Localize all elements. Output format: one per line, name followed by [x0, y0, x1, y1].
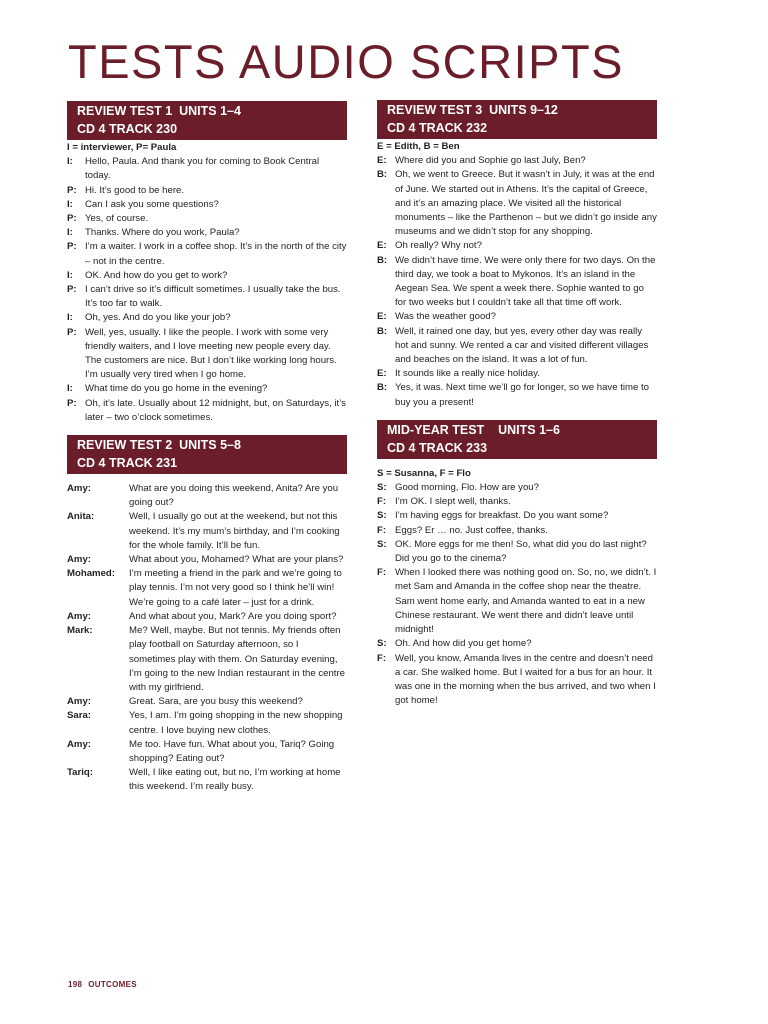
- dialogue-line: [67, 738, 347, 766]
- review-test-1-track: CD 4 TRACK 230: [77, 122, 178, 136]
- dialogue-line: [67, 283, 347, 311]
- dialogue-text: Hello, Paula. And thank you for coming to Book Central today.: [85, 156, 320, 182]
- speaker-label: P:: [67, 284, 77, 296]
- dialogue-text: What time do you go home in the evening?: [85, 383, 268, 395]
- dialogue-text: Well, it rained one day, but yes, every other day was really hot and sunny. We rented a car and visited different villages and beaches on the island. It was a lot of fun.: [395, 325, 649, 366]
- speaker-label: E:: [377, 368, 387, 380]
- speaker-label: I:: [67, 383, 73, 395]
- dialogue-text: Well, yes, usually. I like the people. I work with some very friendly waiters, and I love meeting new people every day. The customers are nice. But I don’t like working long hours. I’m usually very tired when I go home.: [85, 326, 337, 381]
- mid-year-test-lines: [377, 481, 657, 708]
- dialogue-line: [67, 240, 347, 268]
- speaker-label: Anita:: [67, 511, 95, 523]
- review-test-3-title: REVIEW TEST 3 UNITS 9–12: [387, 103, 558, 117]
- dialogue-text: I’m having eggs for breakfast. Do you want some?: [395, 510, 609, 522]
- speaker-label: Amy:: [67, 483, 91, 495]
- review-test-1-lines: [67, 155, 347, 425]
- dialogue-text: Oh, it’s late. Usually about 12 midnight, but, on Saturdays, it’s later – two o’clock sometimes.: [85, 397, 346, 423]
- dialogue-line: [67, 382, 347, 396]
- dialogue-line: [67, 510, 347, 553]
- dialogue-line: [377, 481, 657, 495]
- review-test-2-lines: [67, 482, 347, 794]
- dialogue-text: Was the weather good?: [395, 311, 496, 323]
- dialogue-text: Hi. It’s good to be here.: [85, 184, 185, 196]
- dialogue-text: Eggs? Er … no. Just coffee, thanks.: [395, 524, 548, 536]
- review-test-1-title: REVIEW TEST 1 UNITS 1–4: [77, 104, 241, 118]
- dialogue-text: Can I ask you some questions?: [85, 198, 219, 210]
- dialogue-text: What are you doing this weekend, Anita? Are you going out?: [129, 483, 339, 509]
- dialogue-line: [67, 269, 347, 283]
- page-footer: [68, 980, 137, 989]
- dialogue-text: Yes, of course.: [85, 213, 149, 225]
- dialogue-text: Me too. Have fun. What about you, Tariq? Going shopping? Eating out?: [129, 738, 335, 764]
- dialogue-text: Thanks. Where do you work, Paula?: [85, 227, 240, 239]
- speaker-label: S:: [377, 538, 387, 550]
- dialogue-text: When I looked there was nothing good on. So, no, we didn’t. I met Sam and Amanda in the coffee shop near the theatre. Sam went home early, and Amanda wanted to eat in a new Chinese restaurant. We went there and didn’t leave until midnight!: [395, 567, 657, 636]
- dialogue-text: Well, you know, Amanda lives in the centre and doesn’t need a car. She walked home. But I waited for a bus for an hour. It was one in the morning when the bus arrived, and two when I got home!: [395, 652, 656, 707]
- mid-year-test: [377, 420, 657, 708]
- speaker-label: F:: [377, 496, 387, 508]
- speaker-label: I:: [67, 312, 73, 324]
- dialogue-line: [377, 381, 657, 409]
- dialogue-line: [377, 524, 657, 538]
- review-test-3-track: CD 4 TRACK 232: [387, 121, 488, 135]
- dialogue-line: [67, 610, 347, 624]
- speaker-label: B:: [377, 382, 388, 394]
- speaker-label: P:: [67, 397, 77, 409]
- speaker-label: Amy:: [67, 738, 91, 750]
- speaker-label: Mohamed:: [67, 568, 115, 580]
- dialogue-line: [67, 482, 347, 510]
- speaker-label: P:: [67, 184, 77, 196]
- dialogue-text: What about you, Mohamed? What are your plans?: [129, 554, 344, 566]
- speaker-label: S:: [377, 510, 387, 522]
- dialogue-text: Great. Sara, are you busy this weekend?: [129, 696, 303, 708]
- dialogue-text: Well, I like eating out, but no, I’m working at home this weekend. I’m really busy.: [129, 767, 341, 793]
- dialogue-text: Yes, it was. Next time we’ll go for longer, so we have time to buy you a present!: [395, 382, 649, 408]
- page-number: 198: [68, 980, 83, 989]
- dialogue-line: [377, 254, 657, 311]
- review-test-1-key: I = interviewer, P= Paula: [67, 142, 177, 153]
- dialogue-line: [67, 311, 347, 325]
- speaker-label: E:: [377, 155, 387, 167]
- review-test-1: [67, 101, 347, 425]
- dialogue-line: [377, 239, 657, 253]
- dialogue-line: [67, 766, 347, 794]
- speaker-label: S:: [377, 638, 387, 650]
- dialogue-text: And what about you, Mark? Are you doing sport?: [129, 610, 337, 622]
- review-test-3-header: [377, 100, 657, 139]
- dialogue-text: Oh, we went to Greece. But it wasn’t in July, it was at the end of June. We started out in Athens. It’s the capital of Greece, and it’s an amazing place. We visited all the historical monuments – like the Parthenon – but we didn’t go inside any museums and we didn’t stop for any shopping.: [395, 169, 657, 238]
- dialogue-line: [377, 637, 657, 651]
- speaker-label: Mark:: [67, 625, 93, 637]
- dialogue-text: Oh, yes. And do you like your job?: [85, 312, 231, 324]
- dialogue-text: I can’t drive so it’s difficult sometimes. I usually take the bus. It’s too far to walk.: [85, 284, 341, 310]
- dialogue-line: [377, 509, 657, 523]
- review-test-2: [67, 435, 347, 794]
- page-title: TESTS AUDIO SCRIPTS: [68, 35, 625, 88]
- speaker-label: F:: [377, 567, 387, 579]
- dialogue-text: It sounds like a really nice holiday.: [395, 368, 540, 380]
- left-column: [67, 101, 347, 795]
- dialogue-line: [67, 326, 347, 383]
- dialogue-text: Good morning, Flo. How are you?: [395, 482, 539, 494]
- speaker-label: P:: [67, 326, 77, 338]
- speaker-label: I:: [67, 156, 73, 168]
- dialogue-line: [67, 397, 347, 425]
- speaker-label: B:: [377, 325, 388, 337]
- dialogue-line: [377, 168, 657, 239]
- dialogue-line: [377, 154, 657, 168]
- dialogue-line: [377, 325, 657, 368]
- speaker-label: P:: [67, 213, 77, 225]
- speaker-label: F:: [377, 652, 387, 664]
- mid-year-test-key: S = Susanna, F = Flo: [377, 467, 471, 479]
- speaker-label: Tariq:: [67, 767, 93, 779]
- dialogue-text: Oh. And how did you get home?: [395, 638, 532, 650]
- mid-year-test-track: CD 4 TRACK 233: [387, 440, 488, 455]
- dialogue-text: Oh really? Why not?: [395, 240, 482, 252]
- dialogue-line: [67, 624, 347, 695]
- dialogue-line: [67, 184, 347, 198]
- review-test-2-header: [67, 435, 347, 474]
- dialogue-line: [67, 155, 347, 183]
- dialogue-line: [67, 226, 347, 240]
- dialogue-line: [67, 212, 347, 226]
- dialogue-line: [377, 367, 657, 381]
- dialogue-text: Where did you and Sophie go last July, Ben?: [395, 155, 586, 167]
- dialogue-text: Yes, I am. I’m going shopping in the new shopping centre. I love buying new clothes.: [129, 710, 343, 736]
- dialogue-line: [377, 652, 657, 709]
- review-test-3-lines: [377, 154, 657, 410]
- speaker-label: Amy:: [67, 610, 91, 622]
- dialogue-line: [377, 310, 657, 324]
- review-test-2-track: CD 4 TRACK 231: [77, 456, 178, 471]
- right-column: [377, 100, 657, 708]
- speaker-label: F:: [377, 524, 387, 536]
- dialogue-text: Me? Well, maybe. But not tennis. My friends often play football on Saturday afternoon, so I sometimes play with them. On Saturday evening, I’m going to the new Indian restaurant in the centre with my girlfriend.: [129, 625, 345, 693]
- speaker-label: E:: [377, 240, 387, 252]
- speaker-label: P:: [67, 241, 77, 253]
- review-test-1-header: [67, 101, 347, 140]
- speaker-label: Sara:: [67, 710, 91, 722]
- dialogue-line: [67, 198, 347, 212]
- speaker-label: Amy:: [67, 696, 91, 708]
- dialogue-line: [67, 553, 347, 567]
- dialogue-line: [67, 695, 347, 709]
- speaker-label: Amy:: [67, 554, 91, 566]
- footer-brand: OUTCOMES: [88, 980, 137, 989]
- dialogue-text: We didn’t have time. We were only there for two days. On the third day, we took a boat to Mykonos. It’s an island in the Aegean Sea. We spent a week there. Sophie wanted to go for two weeks but I couldn’t take all that time off work.: [395, 254, 656, 309]
- speaker-label: B:: [377, 254, 388, 266]
- dialogue-text: I’m meeting a friend in the park and we’re going to play tennis. I’m not very good so I think he’ll win! We’re going to a café later – just for a drink.: [129, 568, 342, 608]
- dialogue-line: [377, 566, 657, 637]
- dialogue-text: Well, I usually go out at the weekend, but not this weekend. It’s my mum’s birthday, and I’m cooking for the whole family. It’ll be fun.: [129, 511, 340, 551]
- dialogue-text: I’m OK. I slept well, thanks.: [395, 496, 511, 508]
- mid-year-test-header: [377, 420, 657, 459]
- mid-year-test-title: MID-YEAR TEST UNITS 1–6: [387, 422, 560, 437]
- speaker-label: S:: [377, 482, 387, 494]
- speaker-label: I:: [67, 198, 73, 210]
- dialogue-line: [67, 709, 347, 737]
- speaker-label: I:: [67, 227, 73, 239]
- dialogue-text: OK. And how do you get to work?: [85, 269, 228, 281]
- dialogue-text: I’m a waiter. I work in a coffee shop. It’s in the north of the city – not in the centre.: [85, 241, 347, 267]
- dialogue-line: [377, 538, 657, 566]
- speaker-label: E:: [377, 311, 387, 323]
- dialogue-line: [377, 495, 657, 509]
- speaker-label: B:: [377, 169, 388, 181]
- dialogue-text: OK. More eggs for me then! So, what did you do last night? Did you go to the cinema?: [395, 538, 647, 565]
- review-test-3-key: E = Edith, B = Ben: [377, 141, 460, 152]
- dialogue-line: [67, 567, 347, 610]
- review-test-2-title: REVIEW TEST 2 UNITS 5–8: [77, 438, 241, 453]
- review-test-3: [377, 100, 657, 410]
- speaker-label: I:: [67, 269, 73, 281]
